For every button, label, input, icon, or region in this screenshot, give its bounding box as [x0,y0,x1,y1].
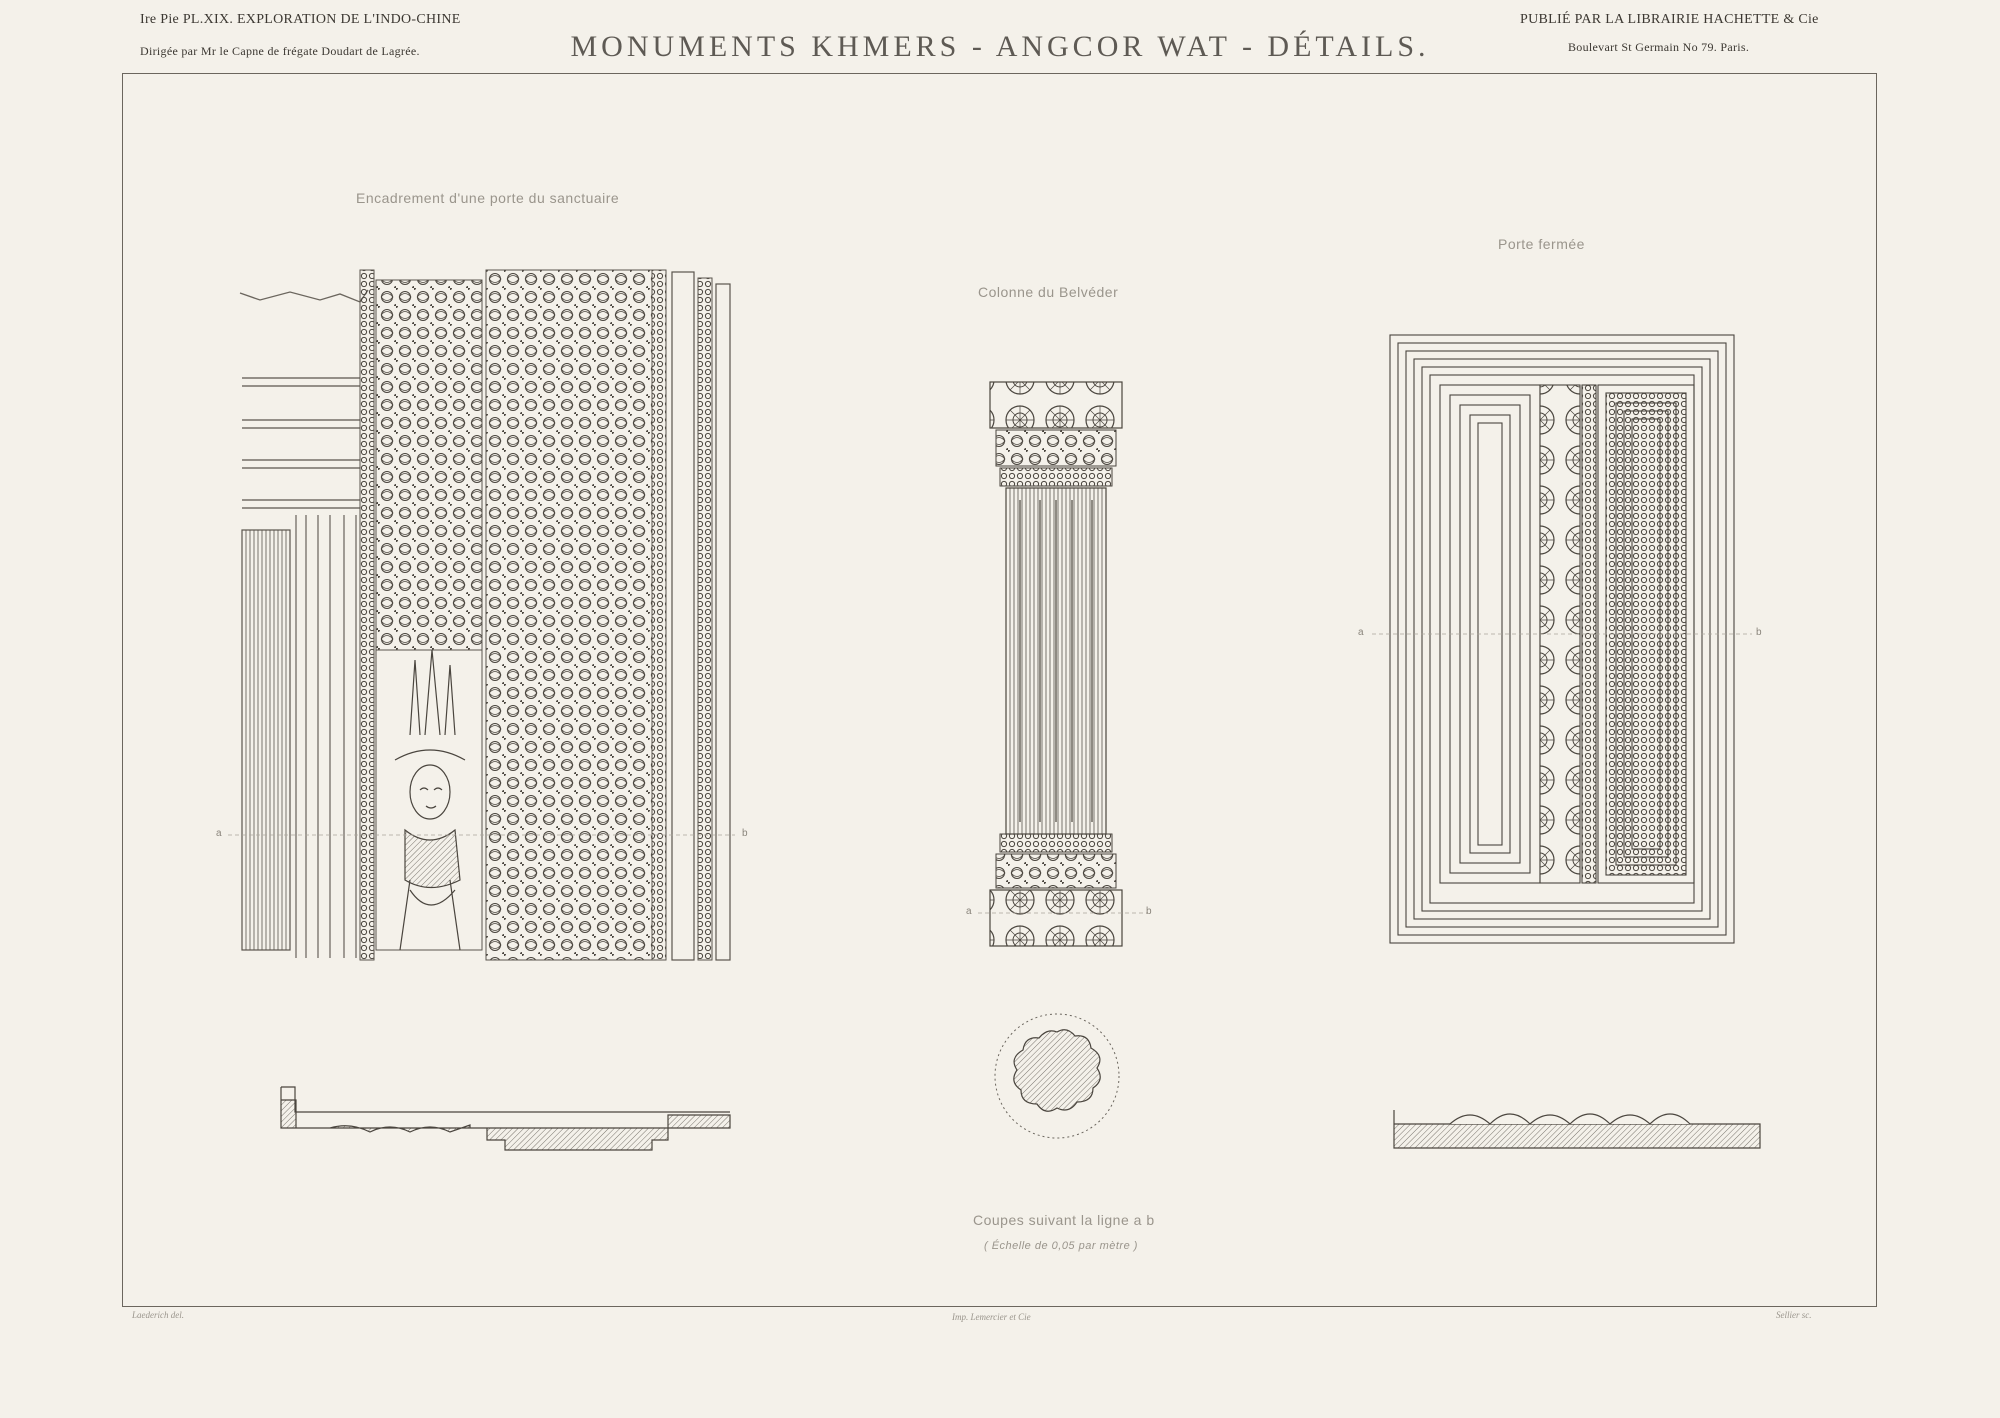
section-mark-b-door: b [1756,627,1762,638]
caption-door-frame: Encadrement d'une porte du sanctuaire [356,190,620,206]
header-left-line2: Dirigée par Mr le Capne de frégate Doudart de Lagrée. [140,44,420,58]
header-left-line1: Ire Pie PL.XIX. EXPLORATION DE L'INDO-CHINE [140,12,461,27]
caption-scale: ( Échelle de 0,05 par mètre ) [984,1240,1138,1252]
credit-printer: Imp. Lemercier et Cie [952,1312,1031,1322]
header-right-line2: Boulevart St Germain No 79. Paris. [1568,40,1750,54]
header-right-line1: PUBLIÉ PAR LA LIBRAIRIE HACHETTE & Cie [1520,12,1819,27]
credit-engraver: Sellier sc. [1776,1310,1812,1320]
section-mark-a-door: a [1358,627,1364,638]
section-mark-a-column: a [966,906,972,917]
credit-draughtsman: Laederich del. [132,1310,184,1320]
section-profile-door-frame [281,1087,730,1150]
caption-section: Coupes suivant la ligne a b [973,1212,1155,1228]
caption-column: Colonne du Belvéder [978,284,1119,300]
section-profile-closed-door [1394,1110,1760,1148]
page-title: MONUMENTS KHMERS - ANGCOR WAT - DÉTAILS. [570,30,1430,63]
column-drawing [978,382,1148,1138]
section-mark-a-left: a [216,828,222,839]
closed-door-drawing [1372,335,1752,943]
section-mark-b-column: b [1146,906,1152,917]
door-frame-drawing [228,270,735,960]
section-mark-b-left: b [742,828,748,839]
caption-closed-door: Porte fermée [1498,236,1585,252]
